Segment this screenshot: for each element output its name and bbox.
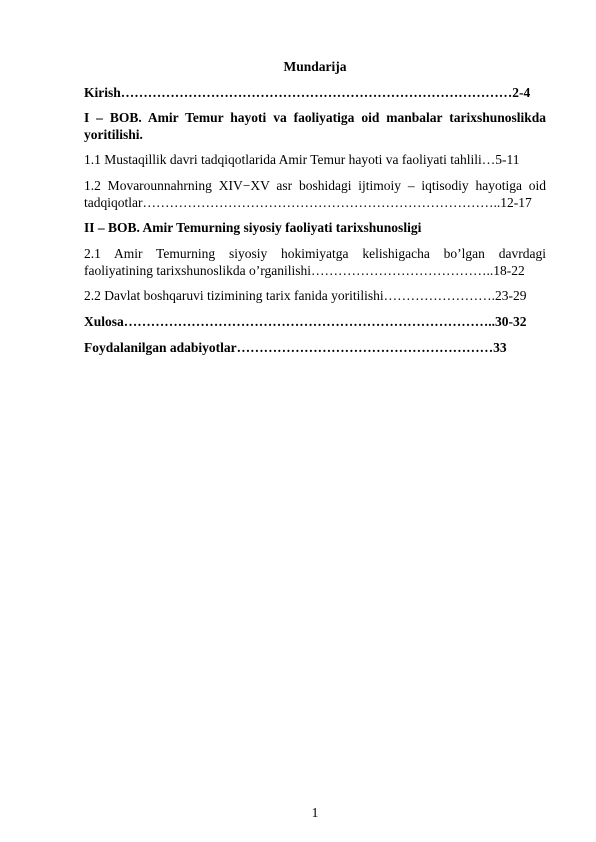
toc-entry-chapter-1-line-2: yoritilishi. bbox=[84, 127, 143, 142]
document-page bbox=[84, 0, 546, 842]
toc-entry-section-2-1-line-1: 2.1 Amir Temurning siyosiy hokimiyatga kelishigacha bo’lgan davrdagi bbox=[84, 246, 546, 261]
toc-entry-chapter-1-line-1: I – BOB. Amir Temur hayoti va faoliyatiga oid manbalar tarixshunoslikda bbox=[84, 110, 546, 125]
page-number: 1 bbox=[311, 805, 319, 820]
toc-entry-section-1-2-line-1: 1.2 Movarounnahrning XIV−XV asr boshidagi ijtimoiy – iqtisodiy hayotiga oid bbox=[84, 178, 546, 193]
toc-entry-section-1-2-line-2: tadqiqotlar……………………………………………………………………..12-17 bbox=[84, 195, 532, 210]
toc-entry-chapter-2: II – BOB. Amir Temurning siyosiy faoliyati tarixshunosligi bbox=[84, 220, 422, 235]
toc-title: Mundarija bbox=[283, 59, 347, 74]
toc-entry-section-2-1-line-2: faoliyatining tarixshunoslikda o’rganilishi…………………………………..18-22 bbox=[84, 263, 525, 278]
toc-entry-introduction: Kirish……………………………………………………………………………2-4 bbox=[84, 85, 531, 100]
toc-entry-conclusion: Xulosa………………………………………………………………………..30-32 bbox=[84, 314, 527, 329]
toc-entry-section-1-1: 1.1 Mustaqillik davri tadqiqotlarida Amir Temur hayoti va faoliyati tahlili…5-11 bbox=[84, 152, 520, 167]
toc-entry-section-2-2: 2.2 Davlat boshqaruvi tizimining tarix fanida yoritilishi…………………….23-29 bbox=[84, 288, 527, 303]
toc-entry-references: Foydalanilgan adabiyotlar…………………………………………………33 bbox=[84, 340, 507, 355]
